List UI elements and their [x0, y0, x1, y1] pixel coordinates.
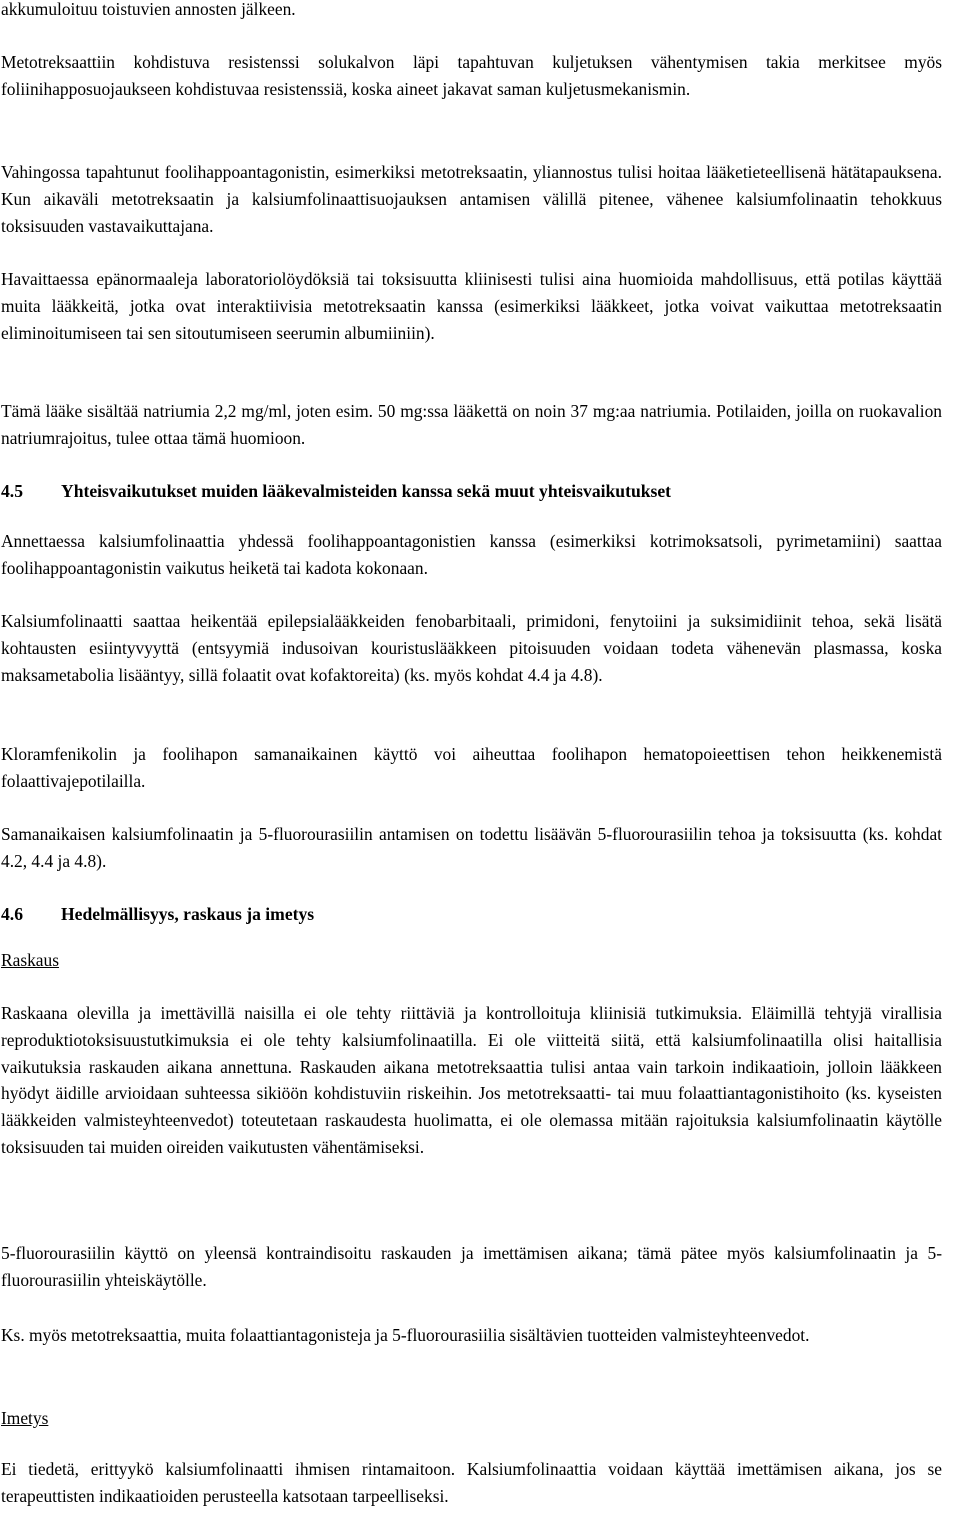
paragraph-overdose: Vahingossa tapahtunut foolihappoantagonistin, esimerkiksi metotreksaatin, yliannostus tulisi hoitaa lääketieteellisenä hätätapauksena. Kun aikaväli metotreksaatin ja kalsiumfolinaattisuojauksen antamisen välillä pitenee, vähenee kalsiumfolinaatin tehokkuus toksisuuden vastavaikuttajana.: [1, 162, 942, 236]
subheading-pregnancy: Raskaus: [1, 950, 59, 970]
paragraph-lab-findings: Havaittaessa epänormaaleja laboratoriolöydöksiä tai toksisuutta kliinisesti tulisi aina huomioida mahdollisuus, että potilas käyttää muita lääkkeitä, jotka ovat interaktiivisia metotreksaatin kanssa (esimerkiksi lääkkeet, jotka voivat vaikuttaa metotreksaatin eliminoitumiseen tai sen sitoutumiseen seerumin albumiiniin).: [1, 269, 942, 343]
paragraph-lactation: Ei tiedetä, erittyykö kalsiumfolinaatti ihmisen rintamaitoon. Kalsiumfolinaattia voidaan käyttää imettämisen aikana, jos se terapeuttisten indikaatioiden perusteella katsotaan tarpeelliseksi.: [1, 1459, 942, 1506]
section-title: Yhteisvaikutukset muiden lääkevalmisteiden kanssa sekä muut yhteisvaikutukset: [61, 481, 672, 501]
paragraph-fluorouracil: Samanaikaisen kalsiumfolinaatin ja 5-fluorourasiilin antamisen on todettu lisäävän 5-fluorourasiilin tehoa ja toksisuutta (ks. kohdat 4.2, 4.4 ja 4.8).: [1, 824, 942, 871]
paragraph-chloramphenicol: Kloramfenikolin ja foolihapon samanaikainen käyttö voi aiheuttaa foolihapon hematopoieettisen tehon heikkenemistä folaattivajepotilailla.: [1, 744, 942, 791]
paragraph-see-also: Ks. myös metotreksaattia, muita folaattiantagonisteja ja 5-fluorourasiilia sisältävien tuotteiden valmisteyhteenvedot.: [1, 1325, 810, 1345]
section-number: 4.5: [1, 481, 23, 501]
paragraph-sodium: Tämä lääke sisältää natriumia 2,2 mg/ml, joten esim. 50 mg:ssa lääkettä on noin 37 mg:aa natriumia. Potilaiden, joilla on ruokavalion natriumrajoitus, tulee ottaa tämä huomioon.: [1, 401, 942, 448]
section-heading-4-6: [1, 901, 314, 927]
paragraph-accumulation: akkumuloituu toistuvien annosten jälkeen.: [1, 0, 296, 19]
paragraph-pregnancy: Raskaana olevilla ja imettävillä naisilla ei ole tehty riittäviä ja kontrolloituja kliinisiä tutkimuksia. Eläimillä tehtyjä virallisia reproduktiotoksisuustutkimuksia ei ole tehty kalsiumfolinaatilla. Ei ole viitteitä siitä, että kalsiumfolinaatilla olisi haitallisia vaikutuksia raskauden aikana annettuna. Raskauden aikana metotreksaattia tulisi antaa vain tarkoin indikaatioin, jolloin lääkkeen hyödyt äidille arvioidaan suhteessa sikiöön kohdistuviin riskeihin. Jos metotreksaatti- tai muu folaattiantagonistihoito (ks. kyseisten lääkkeiden valmisteyhteenvedot) toteutetaan raskaudesta huolimatta, ei ole olemassa mitään rajoituksia kalsiumfolinaatin käytölle toksisuuden tai muiden oireiden vaikutusten vähentämiseksi.: [1, 1003, 942, 1157]
subheading-lactation: Imetys: [1, 1408, 49, 1428]
paragraph-folate-antagonists: Annettaessa kalsiumfolinaattia yhdessä foolihappoantagonistien kanssa (esimerkiksi kotrimoksatsoli, pyrimetamiini) saattaa foolihappoantagonistin vaikutus heiketä tai kadota kokonaan.: [1, 531, 942, 578]
section-number: 4.6: [1, 904, 23, 924]
section-heading-4-5: [1, 478, 671, 504]
paragraph-resistance: Metotreksaattiin kohdistuva resistenssi solukalvon läpi tapahtuvan kuljetuksen vähentymisen takia merkitsee myös foliinihapposuojaukseen kohdistuvaa resistenssiä, koska aineet jakavat saman kuljetusmekanismin.: [1, 52, 942, 99]
paragraph-antiepileptics: Kalsiumfolinaatti saattaa heikentää epilepsialääkkeiden fenobarbitaali, primidoni, fenytoiini ja suksimidiinit tehoa, sekä lisätä kohtausten esiintyvyyttä (entsyymiä indusoivan kouristuslääkkeen pitoisuuden voidaan todeta vähenevän plasmassa, koska maksametabolia lisääntyy, sillä folaatit ovat kofaktoreita) (ks. myös kohdat 4.4 ja 4.8).: [1, 611, 942, 685]
section-title: Hedelmällisyys, raskaus ja imetys: [61, 904, 315, 924]
paragraph-fluorouracil-contraindication: 5-fluorourasiilin käyttö on yleensä kontraindisoitu raskauden ja imettämisen aikana; tämä pätee myös kalsiumfolinaatin ja 5-fluorourasiilin yhteiskäytölle.: [1, 1243, 942, 1290]
